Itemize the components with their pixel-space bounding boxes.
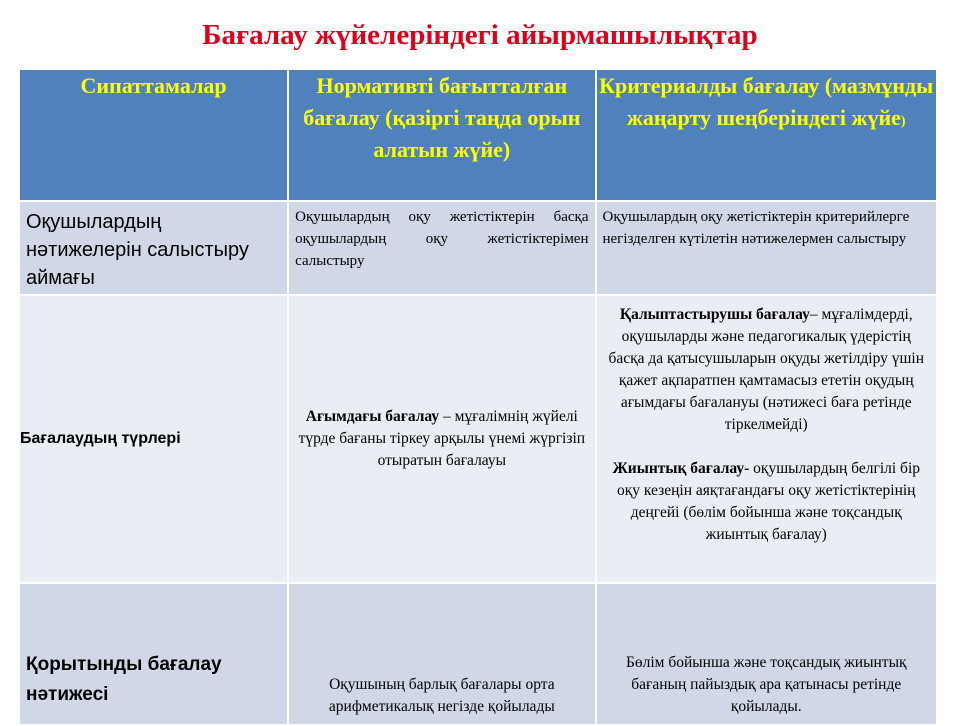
formative-block: [597, 304, 937, 436]
table-row: [19, 295, 937, 583]
row2-label: Бағалаудың түрлері: [20, 430, 181, 447]
header-criterial-tail: ): [900, 114, 906, 129]
row2-criterial-cell: [596, 295, 938, 583]
row2-normative-cell: [288, 295, 595, 583]
row1-criterial-cell: [596, 201, 938, 295]
row3-label: Қорытынды бағалау нәтижесі: [26, 654, 222, 705]
current-assessment-term: Ағымдағы бағалау: [305, 408, 440, 425]
header-characteristics: [19, 69, 288, 201]
header-normative-text: Нормативті бағытталған бағалау (қазіргі таңда орын алатын жүйе): [303, 73, 581, 162]
formative-text: – мұғалімдерді, оқушыларды және педагогикалық үдерістің басқа да қатысушыларын оқуды жетілдіру үшін қажет ақпаратпен қамтамасыз ететін оқудың ағымдағы бағалануы (нәтижесі баға ретінде тіркелмейді): [608, 306, 925, 433]
row1-normative-cell: [288, 201, 595, 295]
formative-term: Қалыптастырушы бағалау: [619, 306, 810, 323]
summative-text: оқушылардың белгілі бір оқу кезеңін аяқтағандағы оқу жетістіктерінің деңгейі (бөлім бойынша және тоқсандық жиынтық бағалау): [617, 460, 921, 543]
header-characteristics-text: Сипаттамалар: [80, 73, 227, 98]
row3-criterial-cell: [596, 583, 938, 725]
page-title: Бағалау жүйелеріндегі айырмашылықтар: [202, 19, 758, 51]
row1-label-cell: [19, 201, 288, 295]
row3-normative-cell: [288, 583, 595, 725]
header-criterial: [596, 69, 938, 201]
header-normative: [288, 69, 595, 201]
comparison-table: [18, 68, 938, 726]
row2-label-cell: [19, 295, 288, 583]
row3-label-cell: [19, 583, 288, 725]
table-row: [19, 583, 937, 725]
current-assessment-text: – мұғалімнің жүйелі түрде бағаны тіркеу арқылы үнемі жүргізіп отыратын бағалауы: [298, 408, 586, 469]
header-criterial-text: Критериалды бағалау (мазмұнды жаңарту шеңберіндегі жүйе: [599, 73, 934, 130]
row3-normative: Оқушының барлық бағалары орта арифметикалық негізде қойылады: [328, 676, 555, 715]
table-row: [19, 201, 937, 295]
summative-term: Жиынтық бағалау-: [612, 460, 750, 477]
row2-normative: [289, 406, 594, 472]
header-row: [19, 69, 937, 201]
row1-normative: Оқушылардың оқу жетістіктерін басқа оқушылардың оқу жетістіктерімен салыстыру: [295, 209, 589, 269]
row1-criterial: Оқушылардың оқу жетістіктерін критерийлерге негізделген күтілетін нәтижелермен салыстыру: [602, 209, 910, 247]
row3-criterial: Бөлім бойынша және тоқсандық жиынтық бағаның пайыздық ара қатынасы ретінде қойылады.: [625, 654, 907, 715]
row1-label: Оқушылардың нәтижелерін салыстыру аймағы: [26, 211, 249, 289]
summative-block: [597, 458, 937, 546]
